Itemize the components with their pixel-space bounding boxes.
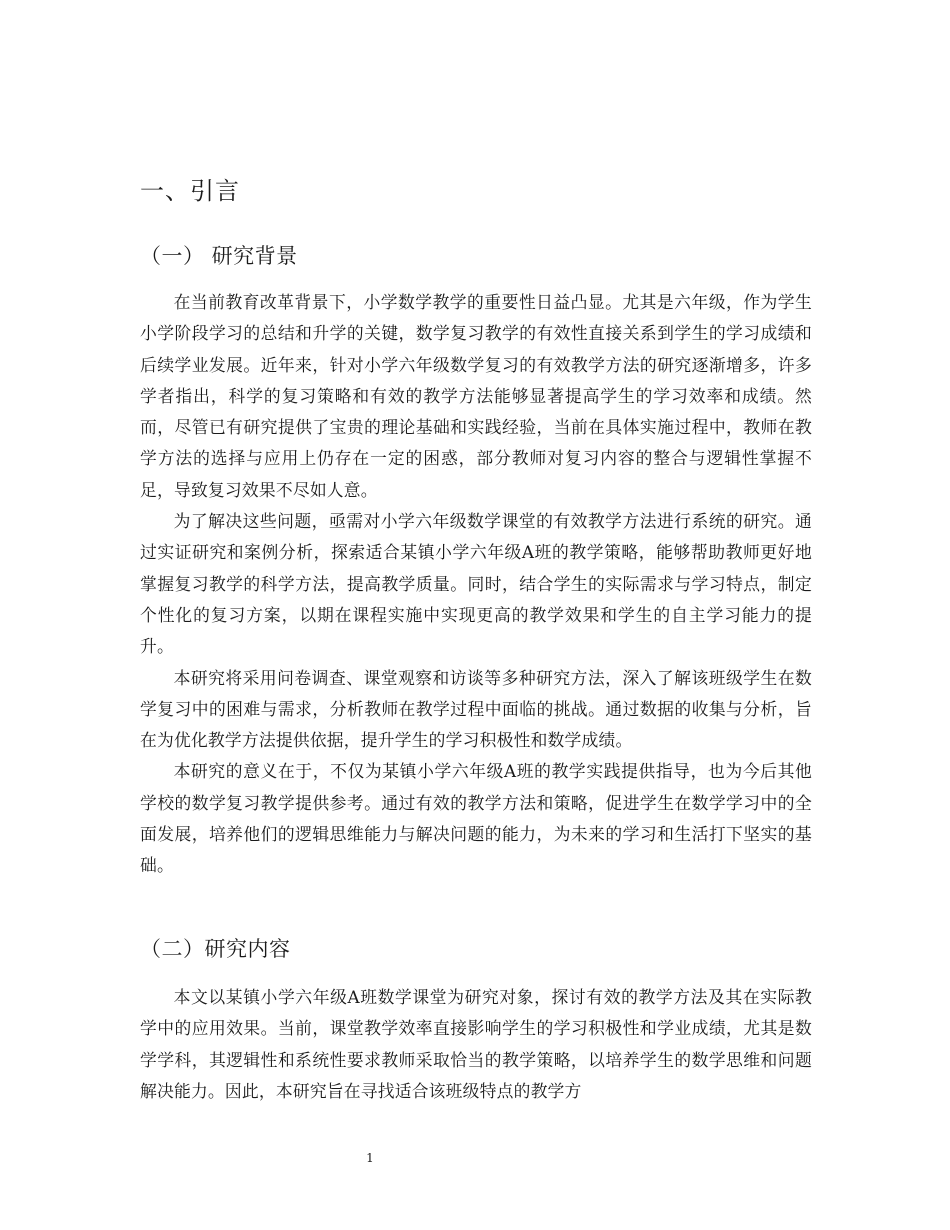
paragraph: 本文以某镇小学六年级A班数学课堂为研究对象，探讨有效的教学方法及其在实际教学中的应用效果。当前，课堂教学效率直接影响学生的学习积极性和学业成绩，尤其是数学学科，其逻辑性和系统性要求教师采取恰当的教学策略，以培养学生的数学思维和问题解决能力。因此，本研究旨在寻找适合该班级特点的教学方 <box>140 987 812 1101</box>
paragraph: 为了解决这些问题，亟需对小学六年级数学课堂的有效教学方法进行系统的研究。通过实证研究和案例分析，探索适合某镇小学六年级A班的教学策略，能够帮助教师更好地掌握复习教学的科学方法，提高教学质量。同时，结合学生的实际需求与学习特点，制定个性化的复习方案，以期在课程实施中实现更高的教学效果和学生的自主学习能力的提升。 <box>140 511 812 657</box>
heading-introduction: 一、引言 <box>140 177 240 205</box>
paragraph: 在当前教育改革背景下，小学数学教学的重要性日益凸显。尤其是六年级，作为学生小学阶段学习的总结和升学的关键，数学复习教学的有效性直接关系到学生的学习成绩和后续学业发展。近年来，针对小学六年级数学复习的有效教学方法的研究逐渐增多，许多学者指出，科学的复习策略和有效的教学方法能够显著提高学生的学习效率和成绩。然而，尽管已有研究提供了宝贵的理论基础和实践经验，当前在具体实施过程中，教师在教学方法的选择与应用上仍存在一定的困惑，部分教师对复习内容的整合与逻辑性掌握不足，导致复习效果不尽如人意。 <box>140 292 812 500</box>
page-number: 1 <box>366 1151 374 1165</box>
section-title-research-content: （二）研究内容 <box>140 937 291 961</box>
section-body-research-background <box>140 287 812 882</box>
section-body-research-content <box>140 982 812 1107</box>
section-title-research-background: （一） 研究背景 <box>140 244 298 268</box>
paragraph: 本研究将采用问卷调查、课堂观察和访谈等多种研究方法，深入了解该班级学生在数学复习中的困难与需求，分析教师在教学过程中面临的挑战。通过数据的收集与分析，旨在为优化教学方法提供依据，提升学生的学习积极性和数学成绩。 <box>140 667 812 751</box>
paragraph: 本研究的意义在于，不仅为某镇小学六年级A班的教学实践提供指导，也为今后其他学校的数学复习教学提供参考。通过有效的教学方法和策略，促进学生在数学学习中的全面发展，培养他们的逻辑思维能力与解决问题的能力，为未来的学习和生活打下坚实的基础。 <box>140 761 812 876</box>
